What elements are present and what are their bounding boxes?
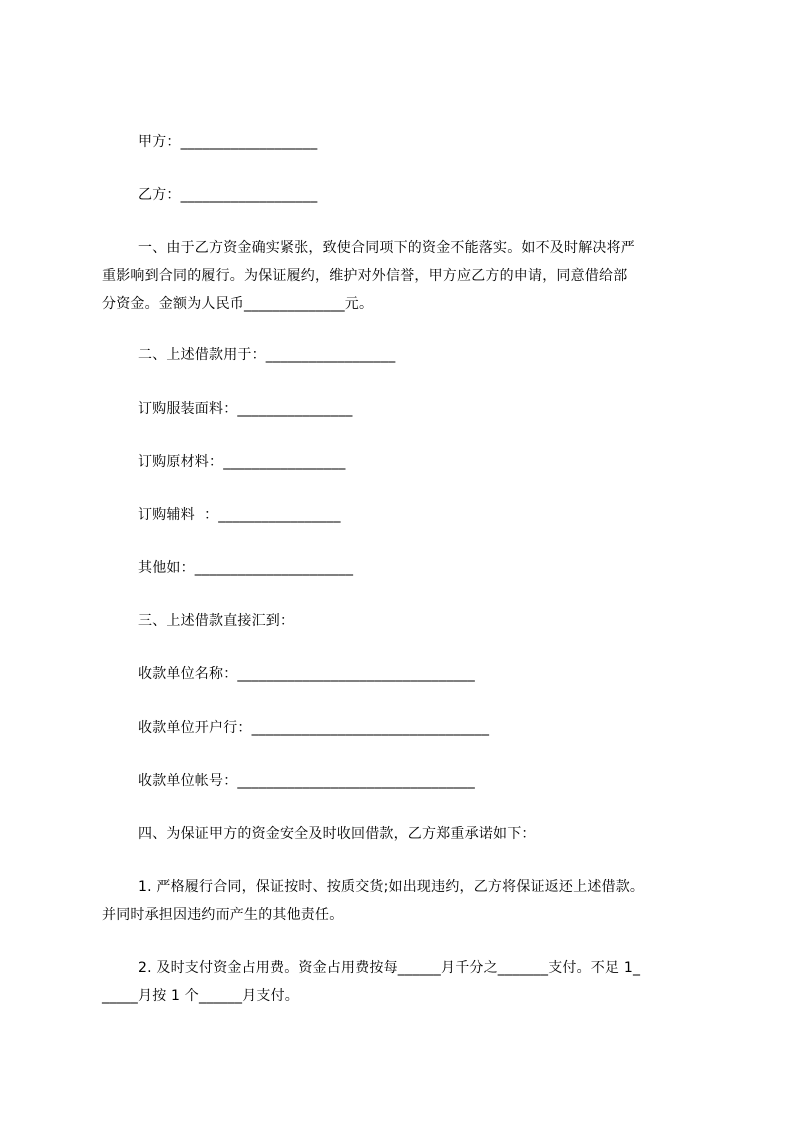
payee-name-line: 收款单位名称：_________________________________	[138, 666, 475, 682]
use-fabric-line: 订购服装面料：________________	[138, 401, 353, 417]
payee-bank-line: 收款单位开户行：_________________________________	[138, 720, 490, 736]
payee-account-line: 收款单位帐号：_________________________________	[138, 773, 475, 789]
clause-1-line-3: 分资金。金额为人民币______________元。	[102, 296, 374, 312]
party-b-line: 乙方：___________________	[138, 187, 318, 203]
party-a-line: 甲方：___________________	[138, 134, 318, 150]
promise-2-line-1: 2. 及时支付资金占用费。资金占用费按每______月千分之_______支付。不足 1_	[138, 960, 641, 976]
use-raw-material-line: 订购原材料：_________________	[138, 454, 346, 470]
clause-2-title: 二、上述借款用于：__________________	[138, 347, 396, 363]
use-auxiliary-line: 订购辅料 ：_________________	[138, 507, 341, 523]
promise-1-line-2: 并同时承担因违约而产生的其他责任。	[102, 907, 344, 923]
clause-3-title: 三、上述借款直接汇到：	[138, 613, 295, 629]
clause-1-line-2: 重影响到合同的履行。为保证履约，维护对外信誉，甲方应乙方的申请，同意借给部	[102, 268, 628, 284]
use-other-line: 其他如：______________________	[138, 560, 354, 576]
clause-4-title: 四、为保证甲方的资金安全及时收回借款，乙方郑重承诺如下：	[138, 826, 536, 842]
clause-1-line-1: 一、由于乙方资金确实紧张，致使合同项下的资金不能落实。如不及时解决将严	[138, 240, 635, 256]
promise-2-line-2: _____月按 1 个______月支付。	[102, 988, 300, 1004]
promise-1-line-1: 1. 严格履行合同，保证按时、按质交货;如出现违约，乙方将保证返还上述借款。	[138, 879, 645, 895]
